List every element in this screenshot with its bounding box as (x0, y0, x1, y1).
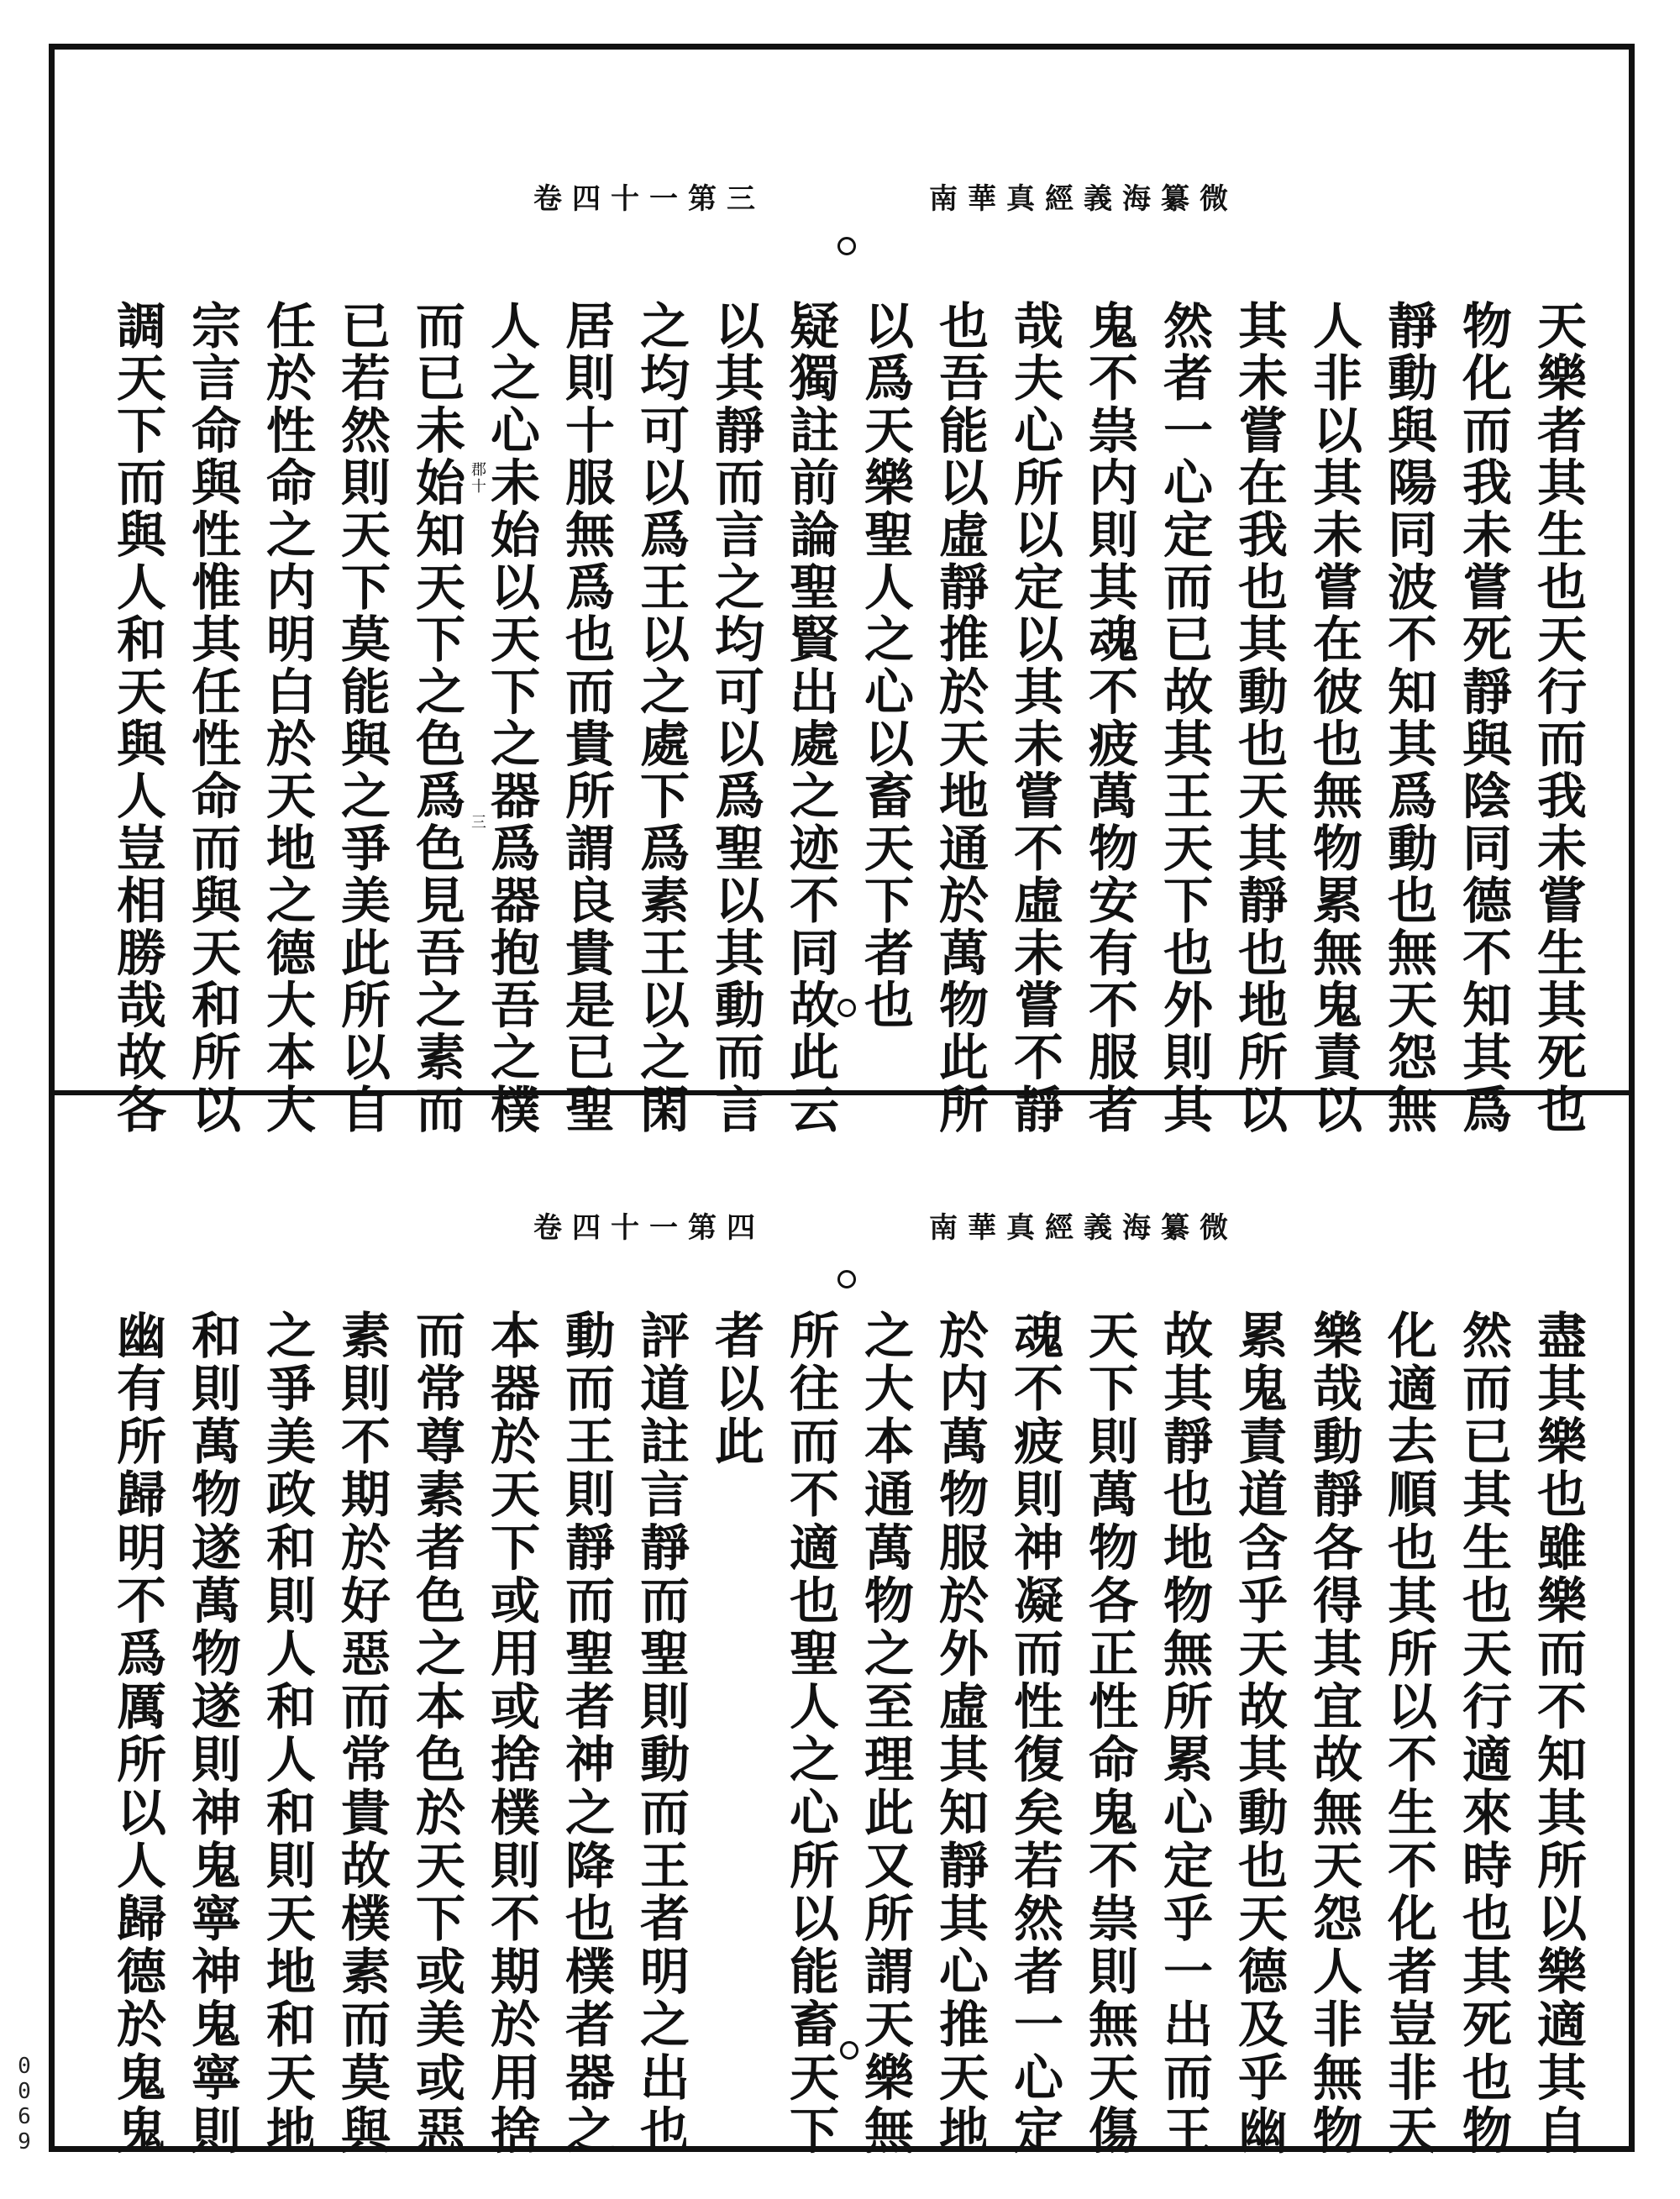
text-column: 以爲天樂聖人之心以畜天下者也 (856, 300, 914, 1031)
page-number: 0069 (12, 2054, 37, 2154)
text-columns (92, 1309, 1591, 2158)
margin-note: 十 (469, 478, 486, 493)
volume-page-label: 卷四十一第四 (533, 1211, 765, 1245)
text-column: 樂哉動靜各得其宜故無天怨人非無物 (1305, 1309, 1362, 2158)
text-column: 宗言命與性惟其任性命而與天和所以 (183, 300, 241, 1136)
text-column: 本器於天下或用或捨樸則不期於用捨 (482, 1309, 540, 2158)
upper-page (55, 50, 1629, 1136)
text-column: 鬼不祟内則其魂不疲萬物安有不服者 (1080, 300, 1138, 1136)
text-column: 盡其樂也雖樂而不知其所以樂適其自 (1529, 1309, 1587, 2158)
text-column: 者以此 (706, 1309, 764, 1469)
text-column: 魂不疲則神凝而性復矣若然者一心定 (1005, 1309, 1063, 2158)
punctuation-circle-icon (837, 1270, 856, 1288)
text-column: 居則十服無爲也而貴所謂良貴是已聖 (557, 300, 615, 1136)
text-column: 已若然則天下莫能與之爭美此所以自 (333, 300, 391, 1136)
text-column: 以其靜而言之均可以爲聖以其動而言 (706, 300, 764, 1136)
text-column: 化適去順也其所以不生不化者豈非天 (1379, 1309, 1437, 2158)
running-header (55, 176, 1629, 216)
text-column: 人非以其未嘗在彼也無物累無鬼責以 (1305, 300, 1362, 1136)
text-column: 天樂者其生也天行而我未嘗生其死也 (1529, 300, 1587, 1136)
text-column: 人之心未始以天下之器爲器抱吾之樸 (482, 300, 540, 1136)
book-title: 南華真經義海纂微 (929, 1211, 1238, 1245)
margin-note: 郡 (469, 461, 486, 476)
margin-note: 三 (469, 814, 486, 829)
text-column: 之大本通萬物之至理此又所謂天樂無 (856, 1309, 914, 2158)
text-column: 評道註言靜而聖則動而王者明之出也 (632, 1309, 690, 2158)
text-column: 然者一心定而已故其王天下也外則其 (1155, 300, 1213, 1136)
text-column: 而常尊素者色之本色於天下或美或惡 (407, 1309, 465, 2158)
text-column: 也吾能以虛靜推於天地通於萬物此所 (931, 300, 989, 1136)
text-column: 靜動與陽同波不知其爲動也無天怨無 (1379, 300, 1437, 1136)
volume-page-label: 卷四十一第三 (533, 182, 765, 216)
punctuation-circle-icon (837, 237, 856, 255)
text-columns (92, 300, 1591, 1136)
text-column: 然而已其生也天行適來時也其死也物 (1454, 1309, 1512, 2158)
text-column: 調天下而與人和天與人豈相勝哉故各 (108, 300, 166, 1136)
running-header (55, 1204, 1629, 1245)
text-column: 故其靜也地物無所累心定乎一出而王 (1155, 1309, 1213, 2158)
text-column: 物化而我未嘗死靜與陰同德不知其爲 (1454, 300, 1512, 1136)
text-column: 於内萬物服於外虛其知靜其心推天地 (931, 1309, 989, 2158)
text-column: 累鬼責道含乎天故其動也天德及乎幽 (1230, 1309, 1288, 2158)
text-column: 其未嘗在我也其動也天其靜也地所以 (1230, 300, 1288, 1136)
text-column: 哉夫心所以定以其未嘗不虛未嘗不靜 (1005, 300, 1063, 1136)
text-column: 之均可以爲王以之處下爲素王以之閑 (632, 300, 690, 1136)
text-column: 所往而不適也聖人之心所以能畜天下 (781, 1309, 839, 2158)
text-column: 幽有所歸明不爲厲所以人歸德於鬼鬼 (108, 1309, 166, 2158)
text-column: 之爭美政和則人和人和則天地和天地 (258, 1309, 316, 2158)
text-column: 天下則萬物各正性命鬼不祟則無天傷 (1080, 1309, 1138, 2158)
text-column: 和則萬物遂萬物遂則神鬼寧神鬼寧則 (183, 1309, 241, 2158)
lower-page (55, 1095, 1629, 2158)
book-title: 南華真經義海纂微 (929, 182, 1238, 216)
text-column: 任於性命之内明白於天地之德大本大 (258, 300, 316, 1136)
text-column: 疑獨註前論聖賢出處之迹不同故此云 (781, 300, 839, 1136)
text-column: 而已未始知天下之色爲色見吾之素而 (407, 300, 465, 1136)
text-column: 動而王則靜而聖者神之降也樸者器之 (557, 1309, 615, 2158)
text-column: 素則不期於好惡而常貴故樸素而莫與 (333, 1309, 391, 2158)
